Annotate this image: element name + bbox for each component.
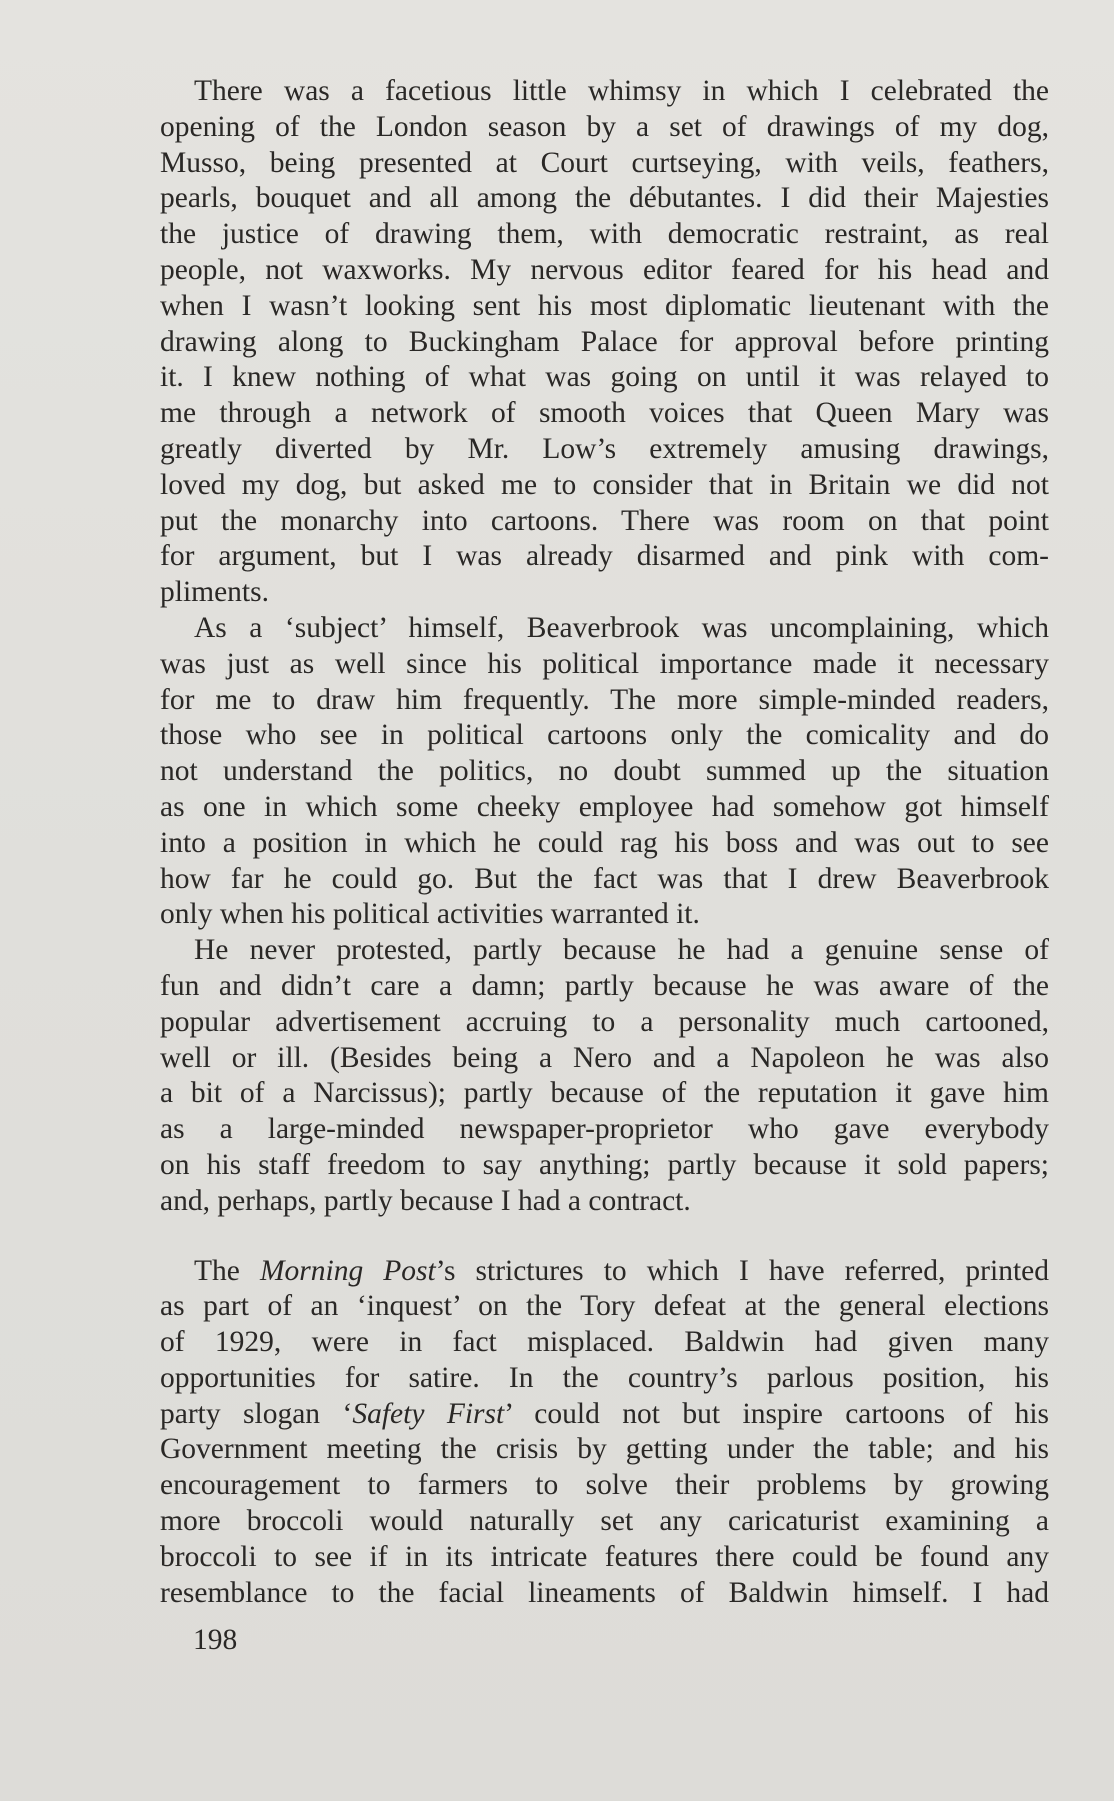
text-line xyxy=(160,1254,1049,1290)
section-break xyxy=(160,1220,1049,1254)
paragraph-3 xyxy=(160,933,1049,1219)
page-number: 198 xyxy=(193,1624,238,1656)
text-line: There was a facetious little whimsy in which I celebrated the xyxy=(194,75,1049,107)
text-line: was just as well since his political importance made it necessary xyxy=(160,647,1049,680)
text-line: when I wasn’t looking sent his most diplomatic lieutenant with the xyxy=(160,289,1049,322)
text-line: opportunities for satire. In the country’s parlous position, his xyxy=(160,1361,1049,1394)
text-line: loved my dog, but asked me to consider that in Britain we did not xyxy=(160,468,1049,501)
text-line: pliments. xyxy=(160,576,269,609)
text-line: He never protested, partly because he had a genuine sense of xyxy=(194,934,1049,967)
text-line: greatly diverted by Mr. Low’s extremely amusing drawings, xyxy=(160,432,1049,465)
text-line: as part of an ‘inquest’ on the Tory defeat at the general elections xyxy=(160,1290,1049,1323)
text-line: pearls, bouquet and all among the débutantes. I did their Majesties xyxy=(160,182,1049,215)
text-line: popular advertisement accruing to a personality much cartooned, xyxy=(160,1005,1049,1038)
text-run: party slogan ‘ xyxy=(160,1397,353,1430)
text-line: it. I knew nothing of what was going on until it was relayed to xyxy=(160,361,1049,394)
text-line: drawing along to Buckingham Palace for approval before printing xyxy=(160,325,1049,358)
text-line: as a large-minded newspaper-proprietor who gave everybody xyxy=(160,1113,1049,1146)
text-line: Musso, being presented at Court curtseying, with veils, feathers, xyxy=(160,146,1049,179)
text-line: for me to draw him frequently. The more simple-minded readers, xyxy=(160,683,1049,716)
text-line: more broccoli would naturally set any caricaturist examining a xyxy=(160,1505,1049,1538)
text-line: resemblance to the facial lineaments of Baldwin himself. I had xyxy=(160,1576,1049,1609)
text-line: as one in which some cheeky employee had somehow got himself xyxy=(160,790,1049,823)
text-line: the justice of drawing them, with democratic restraint, as real xyxy=(160,218,1049,251)
slogan-text: Safety First xyxy=(352,1397,505,1430)
text-line: and, perhaps, partly because I had a contract. xyxy=(160,1184,691,1217)
text-line: well or ill. (Besides being a Nero and a Napoleon he was also xyxy=(160,1041,1049,1074)
text-line: encouragement to farmers to solve their problems by growing xyxy=(160,1469,1049,1502)
text-line: Government meeting the crisis by getting under the table; and his xyxy=(160,1433,1049,1466)
text-run: ’ could not but inspire cartoons of his xyxy=(504,1397,1050,1430)
text-line: opening of the London season by a set of drawings of my dog, xyxy=(160,110,1049,143)
text-line: only when his political activities warranted it. xyxy=(160,898,700,931)
text-run: The xyxy=(194,1254,260,1287)
periodical-title: Morning Post xyxy=(259,1254,436,1287)
paragraph-2 xyxy=(160,611,1049,933)
text-line: not understand the politics, no doubt summed up the situation xyxy=(160,755,1049,788)
text-line: a bit of a Narcissus); partly because of the reputation it gave him xyxy=(160,1077,1049,1110)
text-line xyxy=(160,1397,1049,1433)
text-line: fun and didn’t care a damn; partly because he was aware of the xyxy=(160,969,1049,1002)
text-line: on his staff freedom to say anything; partly because it sold papers; xyxy=(160,1148,1049,1181)
paragraph-4 xyxy=(160,1254,1049,1612)
body-text xyxy=(160,74,1049,1611)
text-line: people, not waxworks. My nervous editor feared for his head and xyxy=(160,253,1049,286)
text-line: how far he could go. But the fact was that I drew Beaverbrook xyxy=(160,862,1049,895)
text-line: me through a network of smooth voices that Queen Mary was xyxy=(160,397,1049,430)
text-run: ’s strictures to which I have referred, printed xyxy=(435,1254,1049,1287)
paragraph-1 xyxy=(160,74,1049,611)
text-line: into a position in which he could rag his boss and was out to see xyxy=(160,826,1049,859)
text-line: As a ‘subject’ himself, Beaverbrook was uncomplaining, which xyxy=(194,611,1049,644)
text-line: of 1929, were in fact misplaced. Baldwin had given many xyxy=(160,1326,1049,1359)
text-line: for argument, but I was already disarmed and pink with com- xyxy=(160,540,1049,573)
text-line: broccoli to see if in its intricate features there could be found any xyxy=(160,1540,1049,1573)
text-line: put the monarchy into cartoons. There was room on that point xyxy=(160,504,1049,537)
text-line: those who see in political cartoons only the comicality and do xyxy=(160,719,1049,752)
